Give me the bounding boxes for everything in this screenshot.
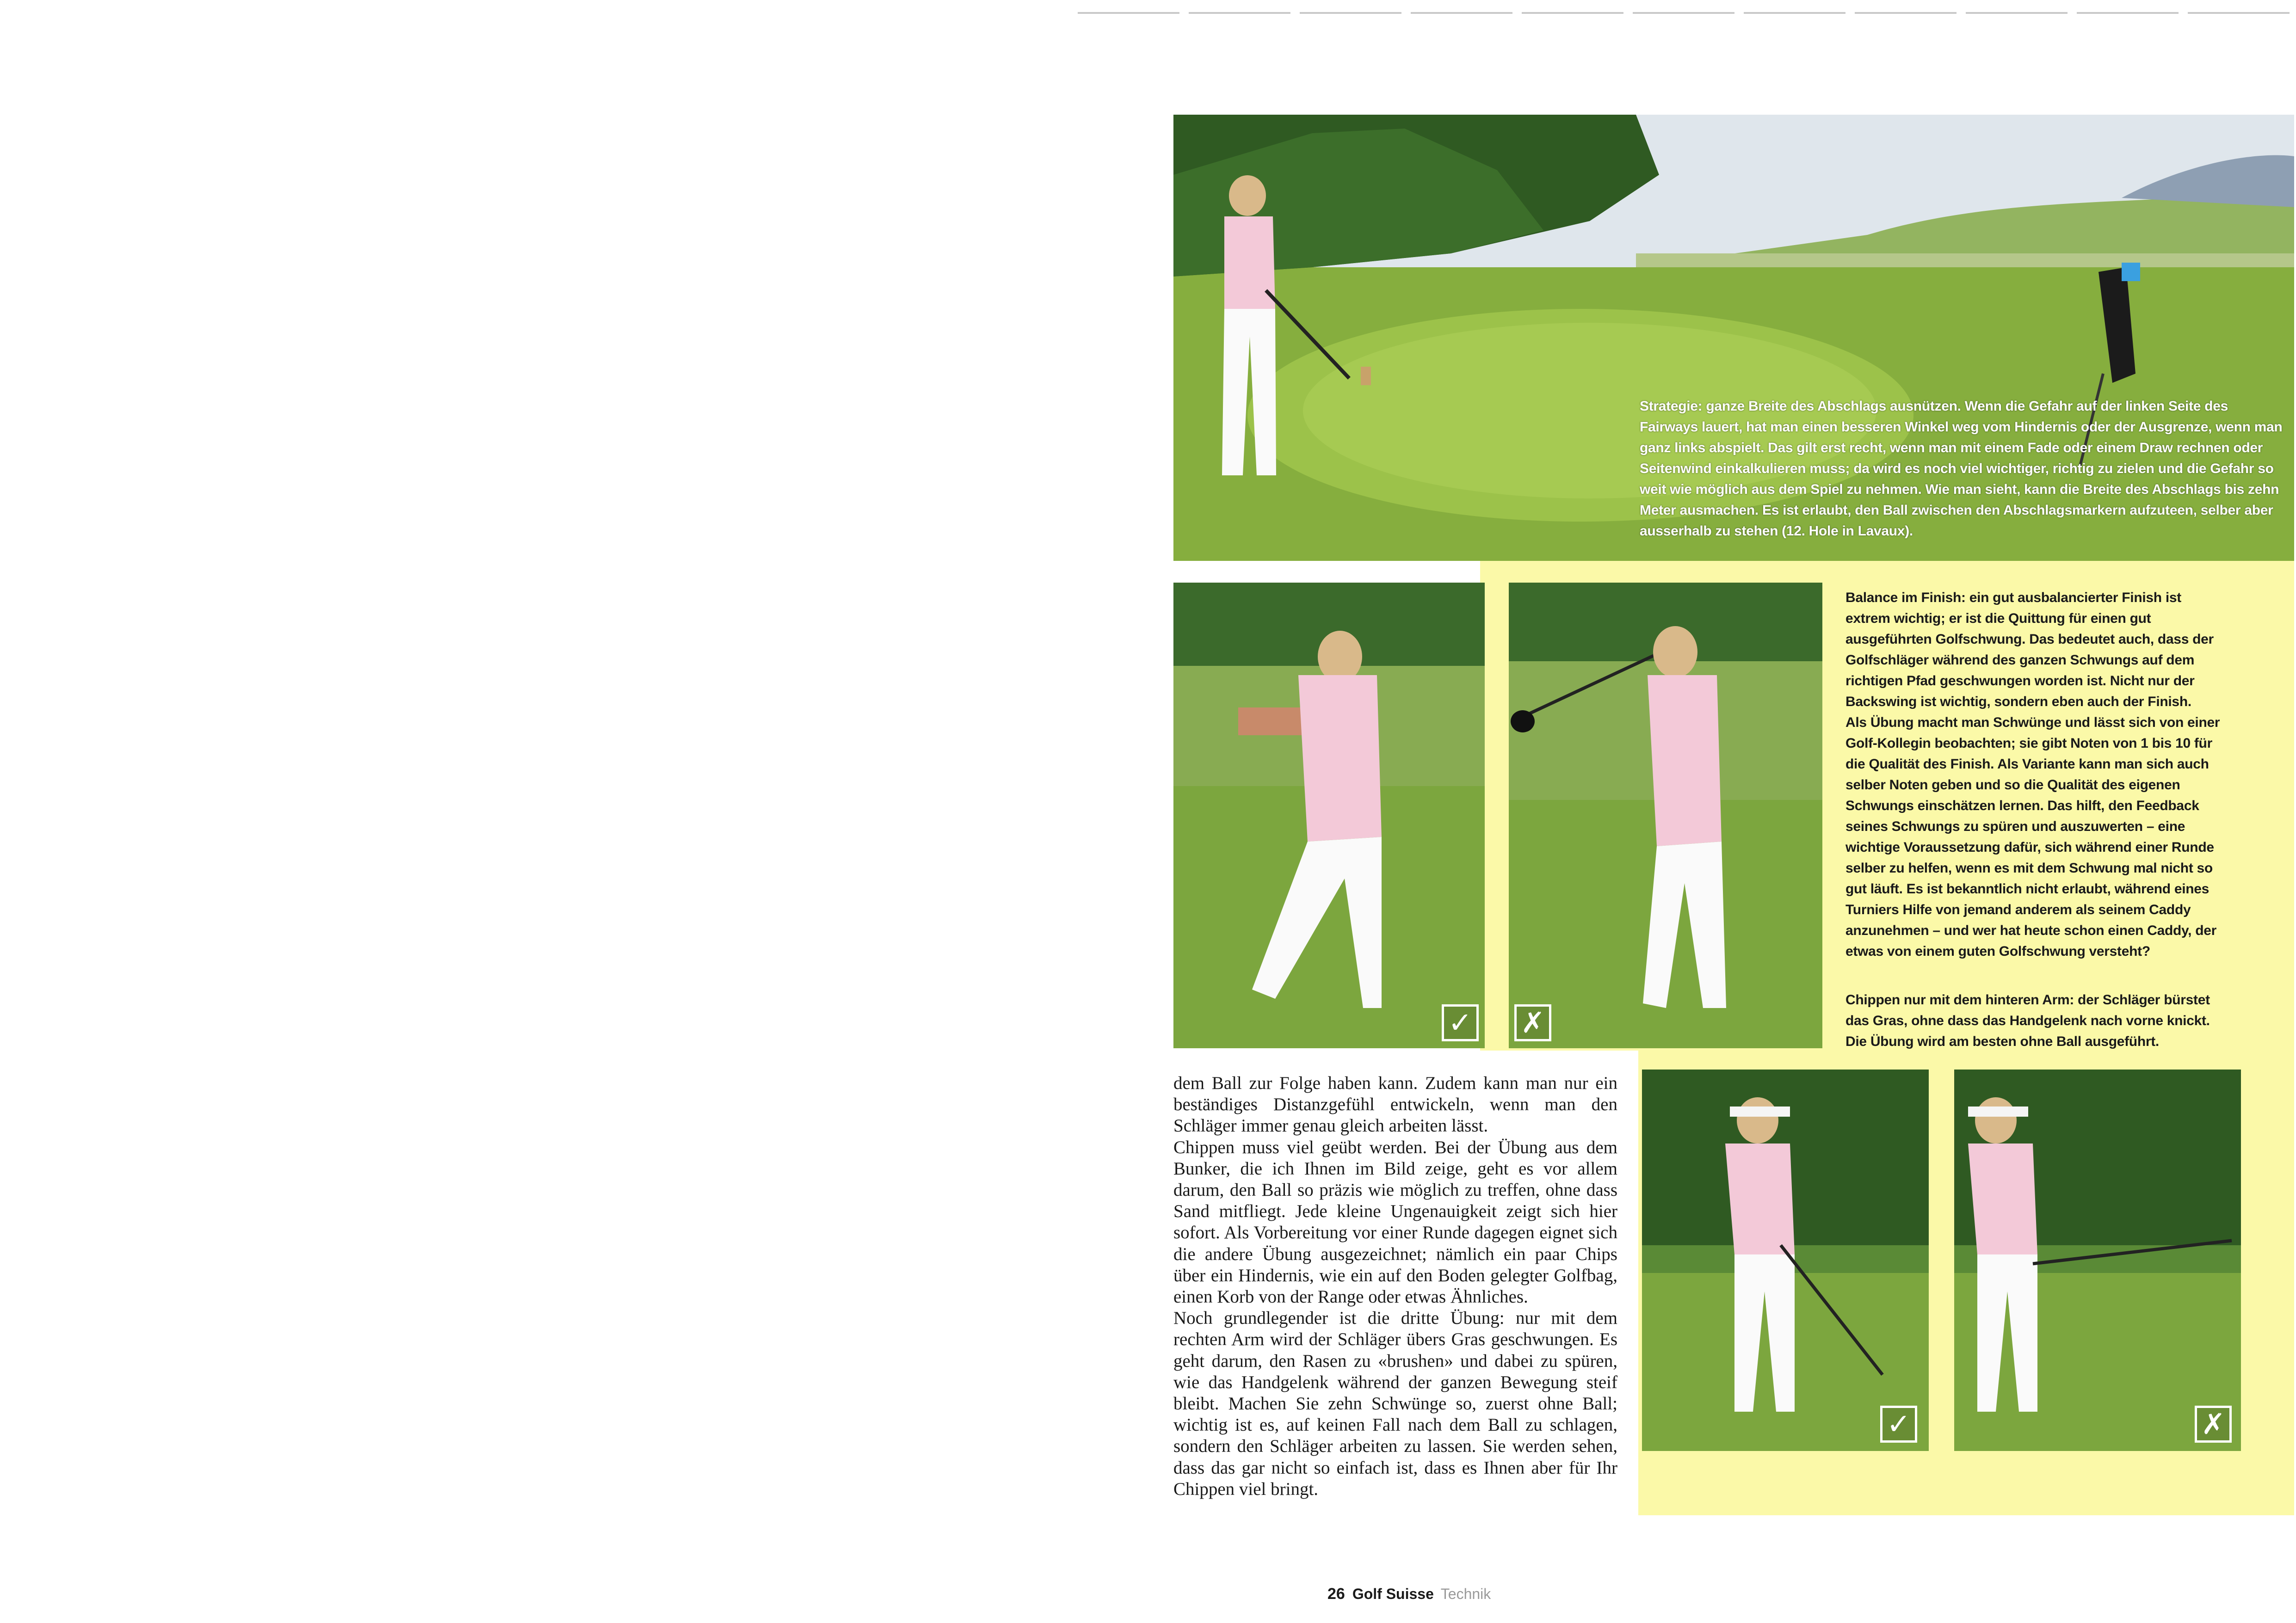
caption-strategy (1640, 396, 2283, 541)
body-paragraph: dem Ball zur Folge haben kann. Zudem kann man nur ein beständiges Distanzgefühl entwickeln, wenn man den Schläger immer genau gleich arbeiten lässt. (1173, 1073, 1617, 1136)
photo-chip-correct (1642, 1070, 1929, 1451)
caption-chipping (1845, 990, 2229, 1052)
page-number: 26 (1327, 1585, 1345, 1603)
cross-mark-icon: ✗ (2195, 1406, 2232, 1443)
header-rule (1078, 12, 2294, 14)
article-body (1173, 1073, 1617, 1500)
caption-balance-p1: Balance im Finish: ein gut ausbalancierter Finish ist extrem wichtig; er ist die Quittung für einen gut ausgeführten Golfschwung. Das bedeutet auch, dass der Golfschläger während des ganzen Schwungs auf dem richtigen Pfad geschwungen worden ist. Nicht nur der Backswing ist wichtig, sondern eben auch der Finish. (1845, 590, 2214, 709)
cross-mark-icon: ✗ (1514, 1004, 1551, 1041)
page-footer (1327, 1585, 1491, 1603)
checkmark-icon: ✓ (1442, 1004, 1479, 1041)
caption-strategy-text: Strategie: ganze Breite des Abschlags ausnützen. Wenn die Gefahr auf der linken Seite des Fairways lauert, hat man einen besseren Winkel weg vom Hindernis oder der Ausgrenze, wenn man ganz links abspielt. Das gilt erst recht, wenn man mit einem Fade oder einem Draw rechnen oder Seitenwind einkalkulieren muss; da wird es noch viel wichtiger, richtig zu zielen und die Gefahr so weit wie möglich aus dem Spiel zu nehmen. Wie man sieht, kann die Breite des Abschlags bis zehn Meter ausmachen. Es ist erlaubt, den Ball zwischen den Abschlagsmarkern aufzuteen, selber aber ausserhalb zu stehen (12. Hole in Lavaux). (1640, 399, 2283, 539)
photo-finish-wrong (1509, 583, 1822, 1048)
magazine-name: Golf Suisse (1352, 1586, 1434, 1602)
caption-chipping-text: Chippen nur mit dem hinteren Arm: der Schläger bürstet das Gras, ohne dass das Handgelenk nach vorne knickt. Die Übung wird am besten ohne Ball ausgeführt. (1845, 992, 2210, 1049)
photo-chip-wrong (1954, 1070, 2241, 1451)
photo-finish-correct (1173, 583, 1485, 1048)
body-paragraph: Chippen muss viel geübt werden. Bei der Übung aus dem Bunker, die ich Ihnen im Bild zeige, geht es vor allem darum, den Ball so präzis wie möglich zu treffen, ohne dass Sand mitfliegt. Jede kleine Ungenauigkeit zeigt sich hier sofort. Als Vorbereitung vor einer Runde dagegen eignet sich die andere Übung ausgezeichnet; nämlich ein paar Chips über ein Hindernis, wie ein auf den Boden gelegter Golfbag, einen Korb von der Range oder etwas Ähnliches. (1173, 1137, 1617, 1307)
caption-balance-p2: Als Übung macht man Schwünge und lässt sich von einer Golf-Kollegin beobachten; sie gibt Noten von 1 bis 10 für die Qualität des Finish. Als Variante kann man sich auch selber Noten geben und so die Qualität des eigenen Schwungs einschätzen lernen. Das hilft, den Feedback seines Schwungs zu spüren und auszuwerten – eine wichtige Voraussetzung dafür, sich während einer Runde selber zu helfen, wenn es mit dem Schwung mal nicht so gut läuft. Es ist bekanntlich nicht erlaubt, während eines Turniers Hilfe von jemand anderem als seinem Caddy anzunehmen – und wer hat heute schon einen Caddy, der etwas von einem guten Golfschwung versteht? (1845, 715, 2220, 959)
body-paragraph: Noch grundlegender ist die dritte Übung: nur mit dem rechten Arm wird der Schläger übers Gras geschwungen. Es geht darum, den Rasen zu «brushen» und dabei zu spüren, wie das Handgelenk während der ganzen Bewegung steif bleibt. Machen Sie zehn Schwünge so, zuerst ohne Ball; wichtig ist es, auf keinen Fall nach dem Ball zu schlagen, sondern den Schläger arbeiten zu lassen. Sie werden sehen, dass das gar nicht so einfach ist, dass es Ihnen aber für Ihr Chippen viel bringt. (1173, 1308, 1617, 1499)
caption-balance (1845, 587, 2229, 962)
section-name: Technik (1440, 1586, 1491, 1602)
checkmark-icon: ✓ (1880, 1406, 1917, 1443)
